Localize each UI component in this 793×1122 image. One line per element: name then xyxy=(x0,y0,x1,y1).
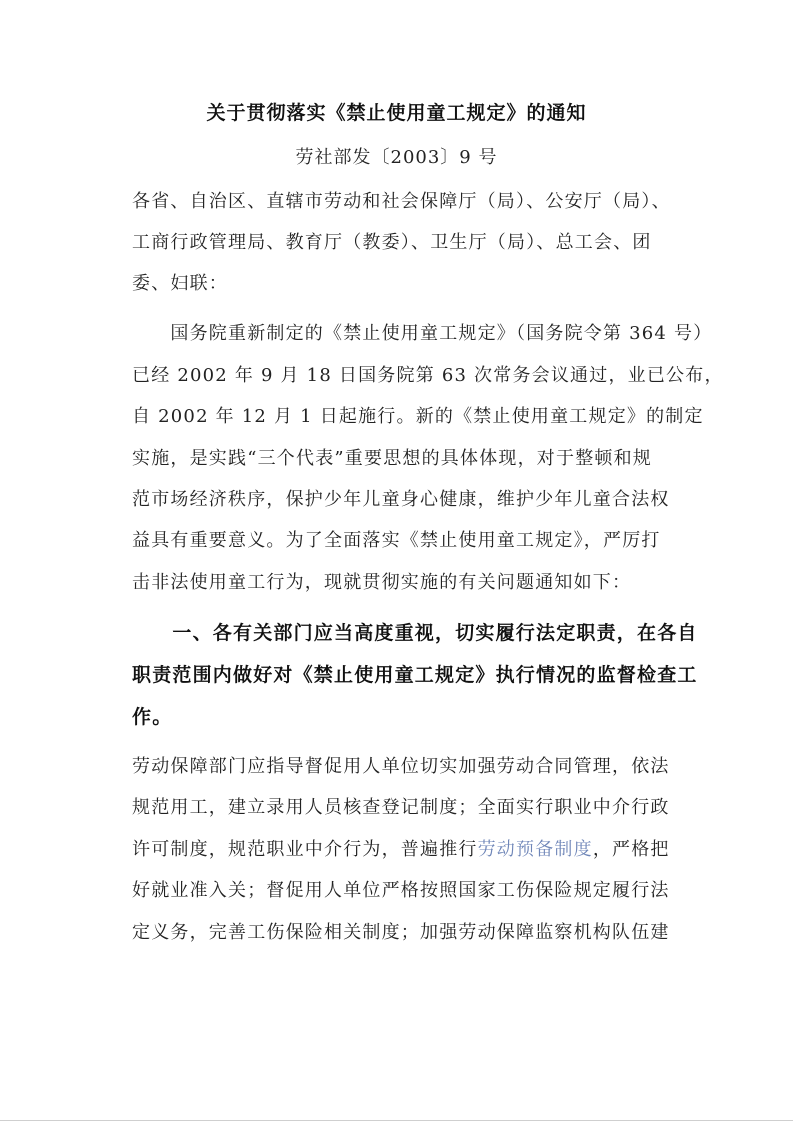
section-body-text: ，严格把 xyxy=(592,839,670,860)
intro-paragraph-line: 击非法使用童工行为，现就贯彻实施的有关问题通知如下： xyxy=(132,572,632,593)
section-body-line xyxy=(132,838,672,862)
intro-paragraph-line: 实施，是实践“三个代表”重要思想的具体体现，对于整顿和规 xyxy=(132,448,653,469)
addressee-line: 工商行政管理局、教育厅（教委）、卫生厅（局）、总工会、团 xyxy=(132,232,652,253)
intro-paragraph-line: 益具有重要意义。为了全面落实《禁止使用童工规定》，严厉打 xyxy=(132,530,661,551)
section-body-line: 规范用工，建立录用人员核查登记制度；全面实行职业中介行政 xyxy=(132,797,670,818)
intro-paragraph-line: 国务院重新制定的《禁止使用童工规定》（国务院令第 364 号） xyxy=(132,323,713,344)
section-heading-line: 作。 xyxy=(132,706,173,728)
section-heading-line: 职责范围内做好对《禁止使用童工规定》执行情况的监督检查工 xyxy=(132,664,698,686)
addressee-line: 各省、自治区、直辖市劳动和社会保障厅（局）、公安厅（局）、 xyxy=(132,191,671,212)
document-title: 关于贯彻落实《禁止使用童工规定》的通知 xyxy=(206,102,587,124)
addressee-line: 委、妇联： xyxy=(132,273,228,294)
section-body-line: 好就业准入关；督促用人单位严格按照国家工伤保险规定履行法 xyxy=(132,880,670,901)
section-body-line: 定义务，完善工伤保险相关制度；加强劳动保障监察机构队伍建 xyxy=(132,922,670,943)
labor-preparation-link[interactable]: 劳动预备制度 xyxy=(477,839,593,860)
intro-paragraph-line: 范市场经济秩序，保护少年儿童身心健康，维护少年儿童合法权 xyxy=(132,489,670,510)
section-body-line: 劳动保障部门应指导督促用人单位切实加强劳动合同管理，依法 xyxy=(132,756,670,777)
section-body-text: 许可制度，规范职业中介行为，普遍推行 xyxy=(132,839,478,860)
intro-paragraph-line: 自 2002 年 12 月 1 日起施行。新的《禁止使用童工规定》的制定 xyxy=(132,406,704,427)
document-number: 劳社部发〔2003〕9 号 xyxy=(295,147,498,168)
page-bottom-divider xyxy=(0,1120,793,1121)
section-heading-line: 一、各有关部门应当高度重视，切实履行法定职责，在各自 xyxy=(132,622,698,644)
intro-paragraph-line: 已经 2002 年 9 月 18 日国务院第 63 次常务会议通过，业已公布， xyxy=(132,365,724,386)
